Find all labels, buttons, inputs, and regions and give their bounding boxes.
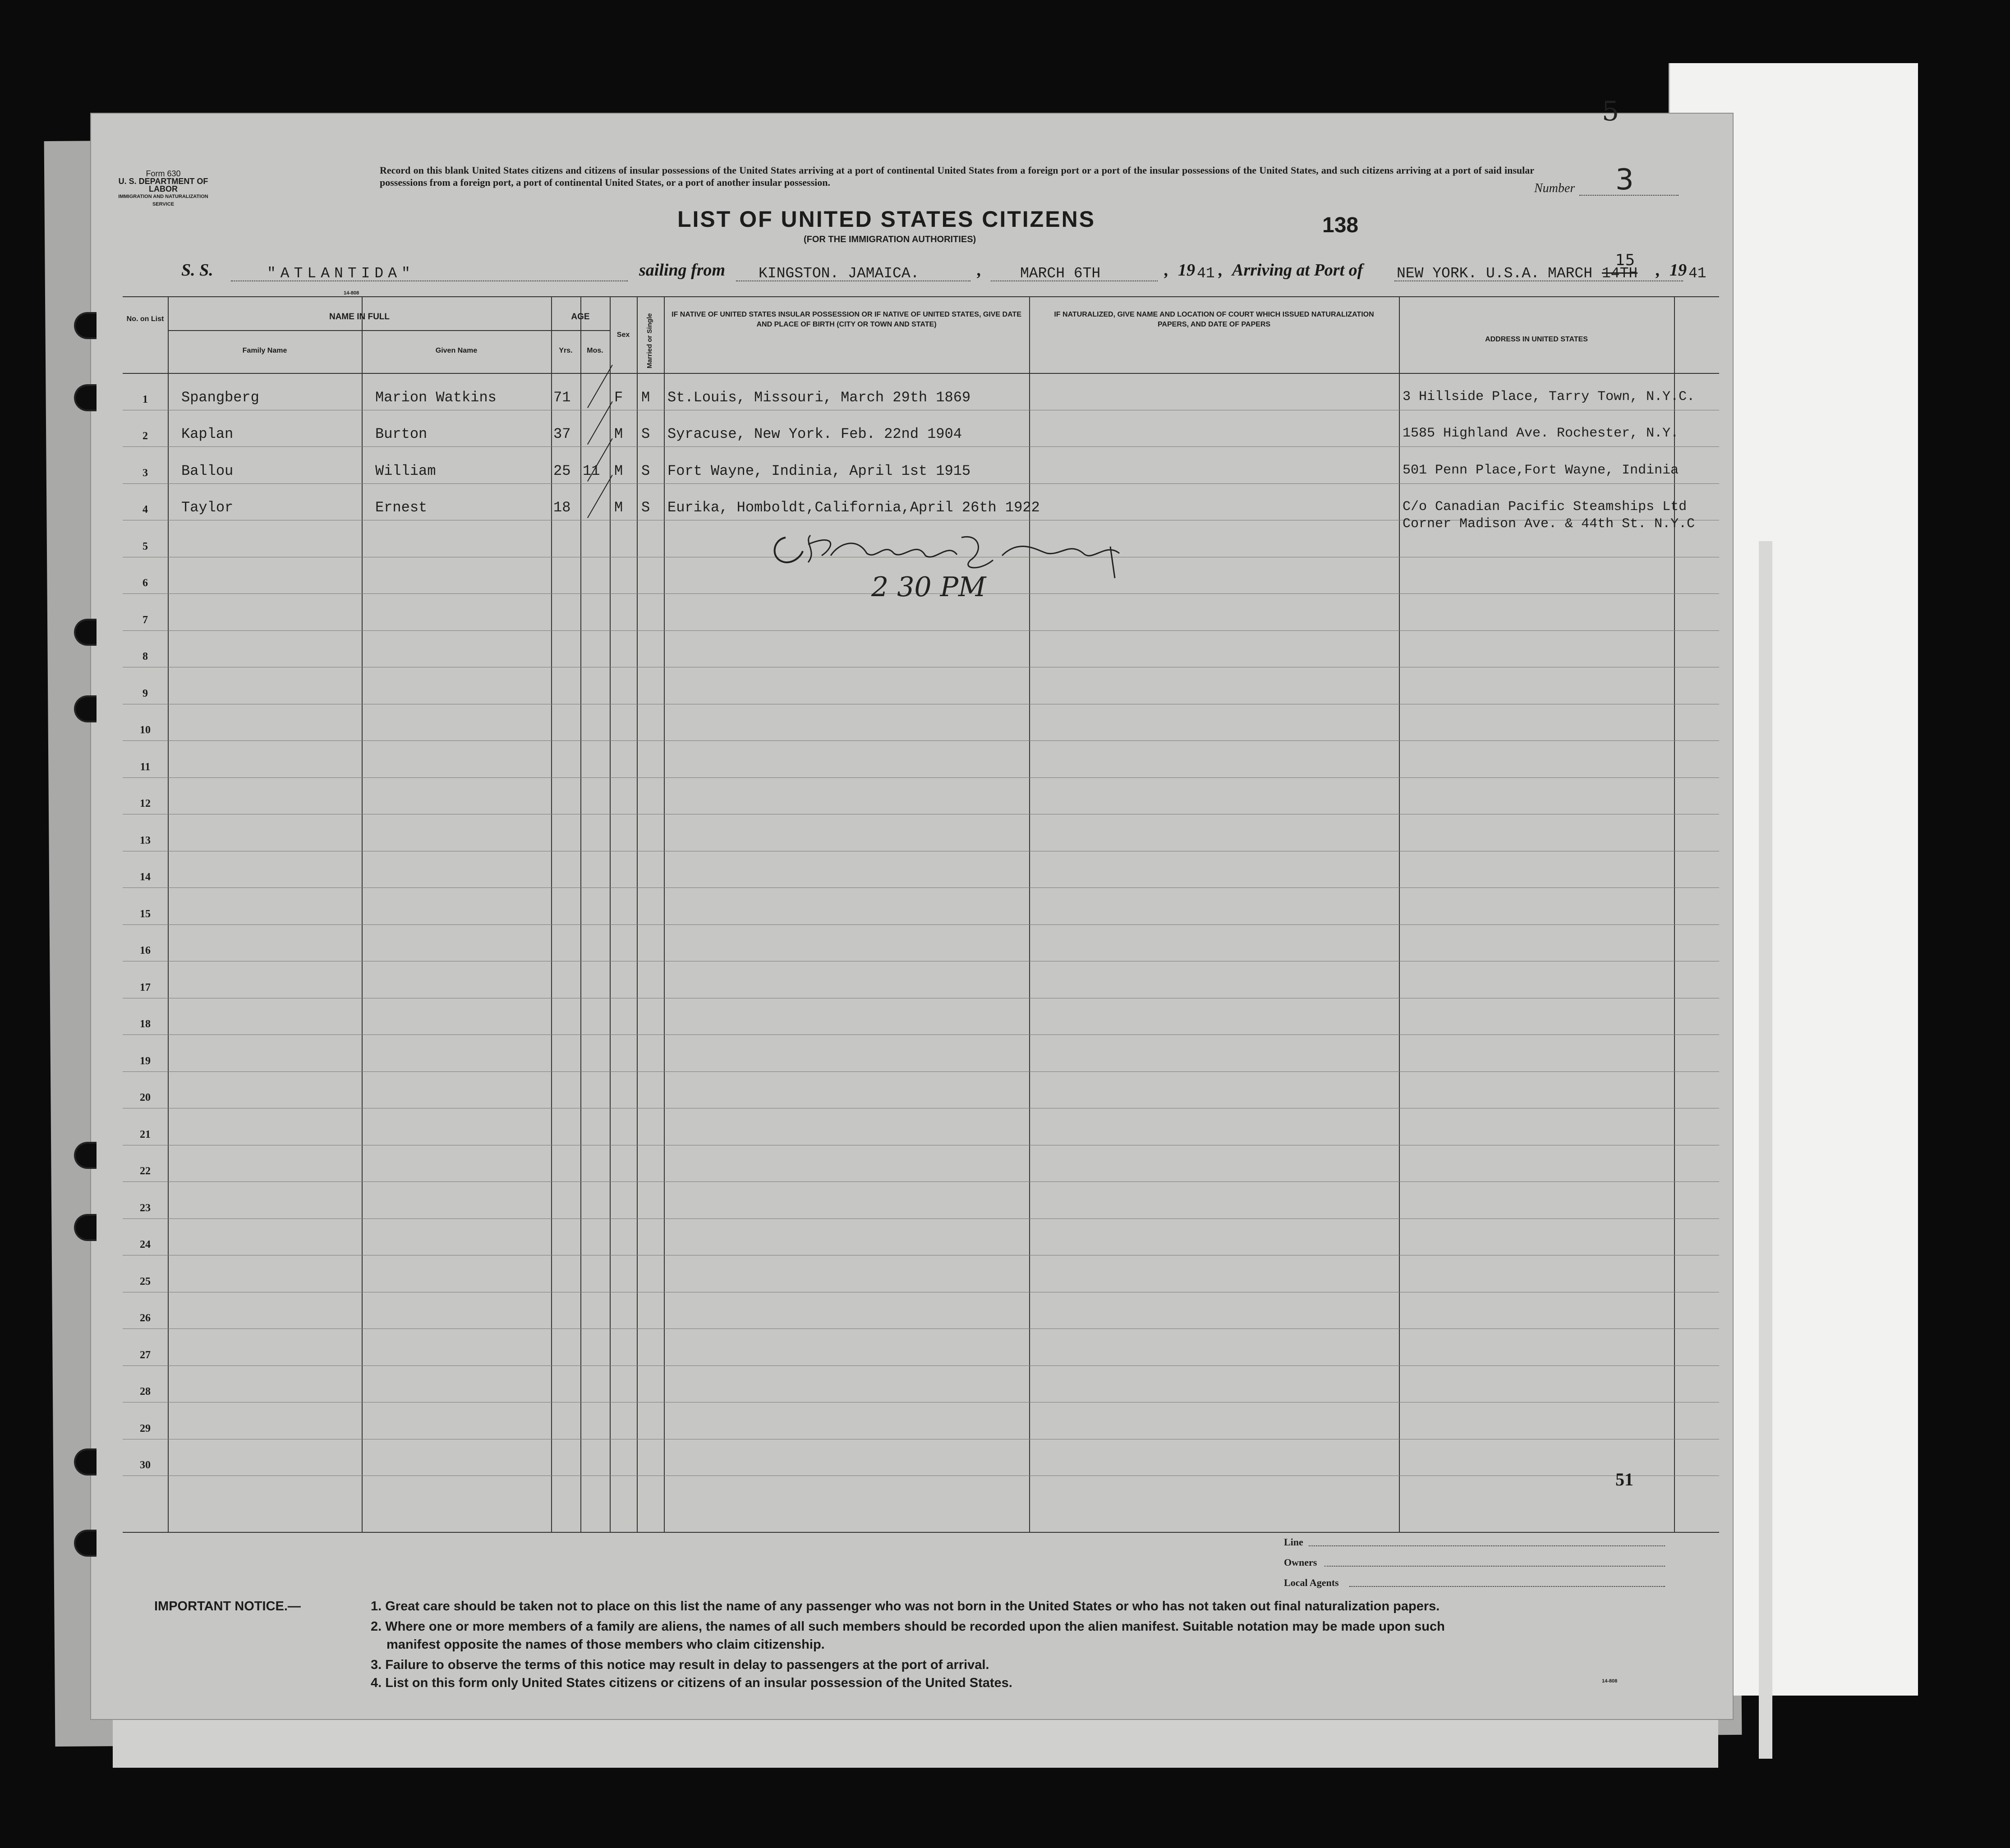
marital-status-cell: M (641, 389, 650, 406)
page-number: 51 (1615, 1469, 1633, 1489)
ss-label: S. S. (181, 261, 213, 280)
form-instruction: Record on this blank United States citizens and citizens of insular possessions of the United States arriving at a port of continental United States from a foreign port or a port of the insular possessions of the United States, and such citizens arriving at a port of said insular possessions from a foreign port, a port of continental United States, or a port of another insular possession. (380, 165, 1534, 188)
row-number: 21 (140, 1128, 151, 1140)
col-age: AGE (571, 312, 590, 322)
row-number: 20 (140, 1092, 151, 1103)
marital-status-cell: S (641, 426, 650, 442)
arriving-label: Arriving at Port of (1232, 261, 1363, 280)
row-number: 24 (140, 1239, 151, 1250)
row-rule (123, 446, 1719, 447)
line-label: Line (1284, 1536, 1303, 1548)
stamp-number: 138 (1322, 213, 1359, 237)
sex-cell: M (614, 499, 623, 516)
sailing-date: MARCH 6TH (1020, 265, 1101, 282)
department-name: U. S. DEPARTMENT OF LABOR (118, 177, 208, 193)
row-rule (123, 740, 1719, 741)
row-number: 18 (140, 1018, 151, 1030)
address-cell: 1585 Highland Ave. Rochester, N.Y. (1403, 426, 1679, 441)
row-number: 27 (140, 1349, 151, 1361)
page-title: LIST OF UNITED STATES CITIZENS (677, 207, 1096, 232)
family-name-cell: Taylor (181, 499, 234, 516)
notice-heading: IMPORTANT NOTICE.— (154, 1599, 301, 1614)
col-no-on-list: No. on List (126, 315, 164, 323)
printing-code: 14-808 (344, 290, 359, 296)
age-months-cell: 11 (583, 462, 600, 479)
row-number: 16 (140, 945, 151, 956)
age-years-cell: 71 (553, 389, 571, 406)
birth-place-date-cell: Eurika, Homboldt,California,April 26th 1922 (667, 499, 1040, 516)
form-number: Form 630 (146, 169, 181, 178)
col-divider (1674, 296, 1675, 1532)
row-number: 5 (143, 540, 148, 552)
col-family-name: Family Name (242, 347, 287, 354)
row-rule (123, 483, 1719, 484)
row-number: 23 (140, 1202, 151, 1214)
owners-label: Owners (1284, 1557, 1317, 1568)
sailing-year-prefix: 19 (1178, 261, 1195, 280)
ship-name: "ATLANTIDA" (267, 265, 415, 282)
sex-cell: M (614, 426, 623, 442)
manifest-page (90, 96, 1734, 1720)
check-mark-icon (587, 475, 613, 518)
col-naturalized: IF NATURALIZED, GIVE NAME AND LOCATION OF COURT WHICH ISSUED NATURALIZATION PAPERS, AND DATE OF PAPERS (1054, 311, 1374, 328)
row-number: 4 (143, 504, 148, 515)
row-rule (123, 887, 1719, 888)
sex-cell: F (614, 389, 623, 406)
paper-edge (1759, 541, 1772, 1759)
marital-status-cell: S (641, 462, 650, 479)
row-rule (123, 924, 1719, 925)
agents-label: Local Agents (1284, 1577, 1339, 1588)
address-cell: 3 Hillside Place, Tarry Town, N.Y.C. (1403, 389, 1695, 405)
given-name-cell: Ernest (375, 499, 428, 516)
arrival-year-prefix: 19 (1670, 261, 1687, 280)
row-number: 7 (143, 614, 148, 626)
comma: , (1656, 261, 1660, 280)
marital-status-cell: S (641, 499, 650, 516)
address-cell: 501 Penn Place,Fort Wayne, Indinia (1403, 462, 1679, 478)
row-number: 12 (140, 798, 151, 809)
agents-underline (1349, 1586, 1665, 1587)
col-birth: IF NATIVE OF UNITED STATES INSULAR POSSESSION OR IF NATIVE OF UNITED STATES, GIVE DATE AND PLACE OF BIRTH (CITY OR TOWN AND STATE) (672, 311, 1021, 328)
row-number: 29 (140, 1422, 151, 1434)
number-label: Number (1534, 181, 1575, 195)
row-number: 1 (143, 393, 148, 405)
row-rule (123, 1218, 1719, 1219)
row-number: 8 (143, 651, 148, 662)
owners-underline (1325, 1566, 1665, 1567)
col-married-single: Married or Single (646, 313, 653, 368)
row-number: 9 (143, 687, 148, 699)
family-name-cell: Spangberg (181, 389, 259, 406)
col-divider (1399, 296, 1400, 1532)
col-mos: Mos. (587, 347, 603, 354)
given-name-cell: Burton (375, 426, 428, 442)
col-given-name: Given Name (435, 347, 478, 354)
notice-item-4: 4. List on this form only United States citizens or citizens of an insular possession of the United States. (371, 1676, 1012, 1690)
service-name: IMMIGRATION AND NATURALIZATION SERVICE (118, 194, 208, 207)
col-divider (664, 296, 665, 1532)
form-code: 14-808 (1602, 1678, 1618, 1684)
col-divider (580, 296, 581, 1532)
sailing-from: KINGSTON. JAMAICA. (759, 265, 920, 282)
col-address: ADDRESS IN UNITED STATES (1485, 336, 1588, 343)
row-number: 15 (140, 908, 151, 920)
check-mark-icon (587, 401, 613, 445)
col-divider (1029, 296, 1030, 1532)
arrival-port: NEW YORK. U.S.A. (1397, 265, 1540, 282)
row-number: 6 (143, 577, 148, 589)
row-number: 19 (140, 1055, 151, 1067)
row-number: 25 (140, 1275, 151, 1287)
arrival-day-struck: 14TH (1602, 265, 1638, 282)
notice-item-1: 1. Great care should be taken not to place on this list the name of any passenger who was not born in the United States or who has not taken out final naturalization papers. (371, 1599, 1440, 1614)
table-bottom-border (123, 1532, 1719, 1533)
row-number: 10 (140, 724, 151, 736)
address-cell: C/o Canadian Pacific Steamships Ltd (1403, 499, 1687, 515)
age-years-cell: 25 (553, 462, 571, 479)
arrival-day: 15 (1615, 251, 1635, 269)
form-department-block (109, 170, 217, 208)
row-number: 30 (140, 1459, 151, 1471)
notice-item-2-cont: manifest opposite the names of those members who claim citizenship. (386, 1637, 825, 1652)
subheader-divider (168, 330, 551, 331)
col-name-in-full: NAME IN FULL (329, 312, 390, 322)
age-years-cell: 18 (553, 499, 571, 516)
row-number: 13 (140, 834, 151, 846)
col-divider (551, 296, 552, 1532)
given-name-cell: Marion Watkins (375, 389, 497, 406)
birth-place-date-cell: Fort Wayne, Indinia, April 1st 1915 (667, 462, 971, 479)
birth-place-date-cell: Syracuse, New York. Feb. 22nd 1904 (667, 426, 962, 442)
row-number: 26 (140, 1312, 151, 1324)
row-rule (123, 1071, 1719, 1072)
col-divider (362, 296, 363, 1532)
check-mark-icon (587, 364, 613, 408)
row-number: 11 (140, 761, 151, 773)
sailing-label: sailing from (639, 261, 726, 280)
birth-place-date-cell: St.Louis, Missouri, March 29th 1869 (667, 389, 971, 406)
arrival-month: MARCH (1548, 265, 1593, 282)
sailing-year: 41 (1197, 265, 1215, 282)
family-name-cell: Ballou (181, 462, 234, 479)
comma: , (977, 261, 982, 280)
row-number: 3 (143, 467, 148, 479)
comma: , (1219, 261, 1223, 280)
row-rule (123, 777, 1719, 778)
notice-item-3: 3. Failure to observe the terms of this notice may result in delay to passengers at the port of arrival. (371, 1658, 989, 1672)
list-number: 3 (1615, 163, 1634, 197)
line-underline (1309, 1545, 1665, 1546)
subheader-divider (551, 330, 610, 331)
col-divider (610, 296, 611, 1532)
pencil-mark: 5 (1602, 96, 1619, 127)
address-cell-line2: Corner Madison Ave. & 44th St. N.Y.C (1403, 516, 1695, 532)
col-divider (637, 296, 638, 1532)
col-yrs: Yrs. (559, 347, 573, 354)
signature-time: 2 30 PM (871, 571, 986, 603)
row-number: 2 (143, 430, 148, 442)
arrival-year: 41 (1688, 265, 1706, 282)
sex-cell: M (614, 462, 623, 479)
row-number: 17 (140, 981, 151, 993)
row-number: 28 (140, 1386, 151, 1397)
col-divider (168, 296, 169, 1532)
given-name-cell: William (375, 462, 436, 479)
age-years-cell: 37 (553, 426, 571, 442)
row-number: 22 (140, 1165, 151, 1177)
row-number: 14 (140, 871, 151, 883)
page-subtitle: (FOR THE IMMIGRATION AUTHORITIES) (804, 234, 976, 244)
row-rule (123, 630, 1719, 631)
notice-item-2: 2. Where one or more members of a family are aliens, the names of all such members should be recorded upon the alien manifest. Suitable notation may be made upon such (371, 1619, 1445, 1634)
col-sex: Sex (616, 331, 630, 339)
inspector-signature (768, 529, 1146, 605)
family-name-cell: Kaplan (181, 426, 234, 442)
row-rule (123, 1181, 1719, 1182)
row-rule (123, 1034, 1719, 1035)
row-rule (123, 1365, 1719, 1366)
passenger-table (123, 296, 1719, 1532)
comma: , (1164, 261, 1169, 280)
